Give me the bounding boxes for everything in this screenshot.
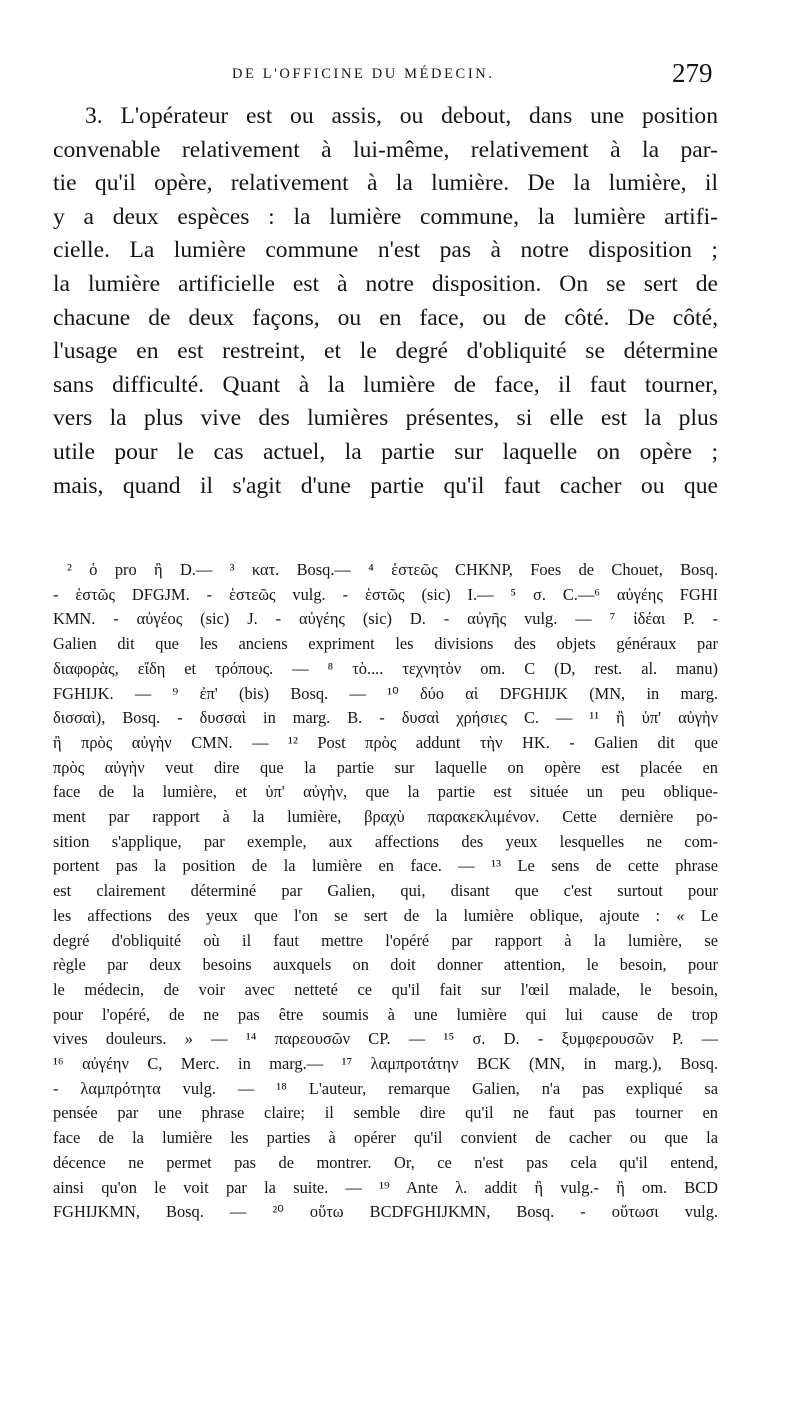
footnote-line: Galien dit que les anciens expriment les divisions des objets généraux par (53, 634, 718, 654)
footnotes (53, 558, 718, 1225)
footnote-line: règle par deux besoins auxquels on doit donner attention, le besoin, pour (53, 955, 718, 975)
body-line: tie qu'il opère, relativement à la lumière. De la lumière, il (53, 170, 718, 197)
footnote-line: face de la lumière les parties à opérer qu'il convient de cacher ou que la (53, 1128, 718, 1148)
body-line: mais, quand il s'agit d'une partie qu'il faut cacher ou que (53, 472, 718, 499)
body-line: y a deux espèces : la lumière commune, la lumière artifi- (53, 203, 718, 230)
footnote-line: ment par rapport à la lumière, βραχὺ παρακεκλιμένον. Cette dernière po- (53, 807, 718, 827)
footnote-line: est clairement déterminé par Galien, qui, disant que c'est surtout pour (53, 881, 718, 901)
body-line: convenable relativement à lui-même, relativement à la par- (53, 136, 718, 163)
footnote-line: πρὸς αὐγὴν veut dire que la partie sur laquelle on opère est placée en (53, 757, 718, 777)
footnote-line: degré d'obliquité où il faut mettre l'opéré par rapport à la lumière, se (53, 930, 718, 950)
footnote-line: vives douleurs. » — ¹⁴ παρεουσῶν CP. — ¹⁵ σ. D. - ξυμφερουσῶν P. — (53, 1029, 718, 1049)
footnote-line: ἢ πρὸς αὐγὴν CMN. — ¹² Post πρὸς addunt τὴν HK. - Galien dit que (53, 732, 718, 752)
body-line: l'usage en est restreint, et le degré d'obliquité se détermine (53, 338, 718, 365)
footnote-line: - ἑστῶς DFGJM. - ἑστεῶς vulg. - ἑστῶς (sic) I.— ⁵ σ. C.—⁶ αὐγέης FGHI (53, 584, 718, 604)
footnote-line: δισσαὶ), Bosq. - δυσσαὶ in marg. B. - δυσαὶ χρήσιες C. — ¹¹ ἢ ὑπ' αὐγὴν (53, 708, 718, 728)
footnote-line: décence ne permet pas de montrer. Or, ce n'est pas cela qu'il entend, (53, 1152, 718, 1172)
footnote-line: FGHIJK. — ⁹ ἐπ' (bis) Bosq. — ¹⁰ δύο αἱ DFGHIJK (MN, in marg. (53, 683, 718, 703)
footnote-line: sition s'applique, par exemple, aux affections des yeux lesquelles ne com- (53, 831, 718, 851)
body-line: cielle. La lumière commune n'est pas à notre disposition ; (53, 237, 718, 264)
footnote-line: face de la lumière, et ὑπ' αὐγὴν, que la partie est située un peu oblique- (53, 782, 718, 802)
body-line: chacune de deux façons, ou en face, ou de côté. De côté, (53, 304, 718, 331)
body-line: utile pour le cas actuel, la partie sur laquelle on opère ; (53, 438, 718, 465)
body-line: 3. L'opérateur est ou assis, ou debout, dans une position (85, 103, 718, 129)
footnote-line: pour l'opéré, de ne pas être soumis à une lumière qui lui cause de trop (53, 1004, 718, 1024)
footnote-line: διαφορὰς, εἴδη et τρόπους. — ⁸ τὸ.... τεχνητὸν om. C (D, rest. al. manu) (53, 658, 718, 678)
footnote-line: portent pas la position de la lumière en face. — ¹³ Le sens de cette phrase (53, 856, 718, 876)
page-number: 279 (672, 58, 713, 88)
running-title: DE L'OFFICINE DU MÉDECIN. (232, 66, 495, 82)
body-line: vers la plus vive des lumières présentes, si elle est la plus (53, 405, 718, 432)
footnote-line: ² ὁ pro ἢ D.— ³ κατ. Bosq.— ⁴ ἑστεῶς CHKNP, Foes de Chouet, Bosq. (67, 560, 718, 579)
footnote-line: le médecin, de voir avec netteté ce qu'il fait sur l'œil malade, le besoin, (53, 979, 718, 999)
footnote-line: FGHIJKMN, Bosq. — ²⁰ οὕτω BCDFGHIJKMN, Bosq. - οὕτωσι vulg. (53, 1202, 718, 1222)
footnote-line: KMN. - αὐγέος (sic) J. - αὐγέης (sic) D. - αὐγῆς vulg. — ⁷ ἰδέαι P. - (53, 609, 718, 629)
footnote-line: pensée par une phrase claire; il semble dire qu'il ne faut pas tourner en (53, 1103, 718, 1123)
footnote-line: ainsi qu'on le voit par la suite. — ¹⁹ Ante λ. addit ἢ vulg.- ἢ om. BCD (53, 1177, 718, 1197)
footnote-line: ¹⁶ αὐγέην C, Merc. in marg.— ¹⁷ λαμπροτάτην BCK (MN, in marg.), Bosq. (53, 1054, 718, 1074)
page-header (0, 58, 800, 94)
footnote-line: les affections des yeux que l'on se sert de la lumière oblique, ajoute : « Le (53, 905, 718, 925)
main-paragraph (53, 100, 718, 503)
footnote-line: - λαμπρότητα vulg. — ¹⁸ L'auteur, remarque Galien, n'a pas expliqué sa (53, 1078, 718, 1098)
body-line: sans difficulté. Quant à la lumière de face, il faut tourner, (53, 371, 718, 398)
body-line: la lumière artificielle est à notre disposition. On se sert de (53, 270, 718, 297)
